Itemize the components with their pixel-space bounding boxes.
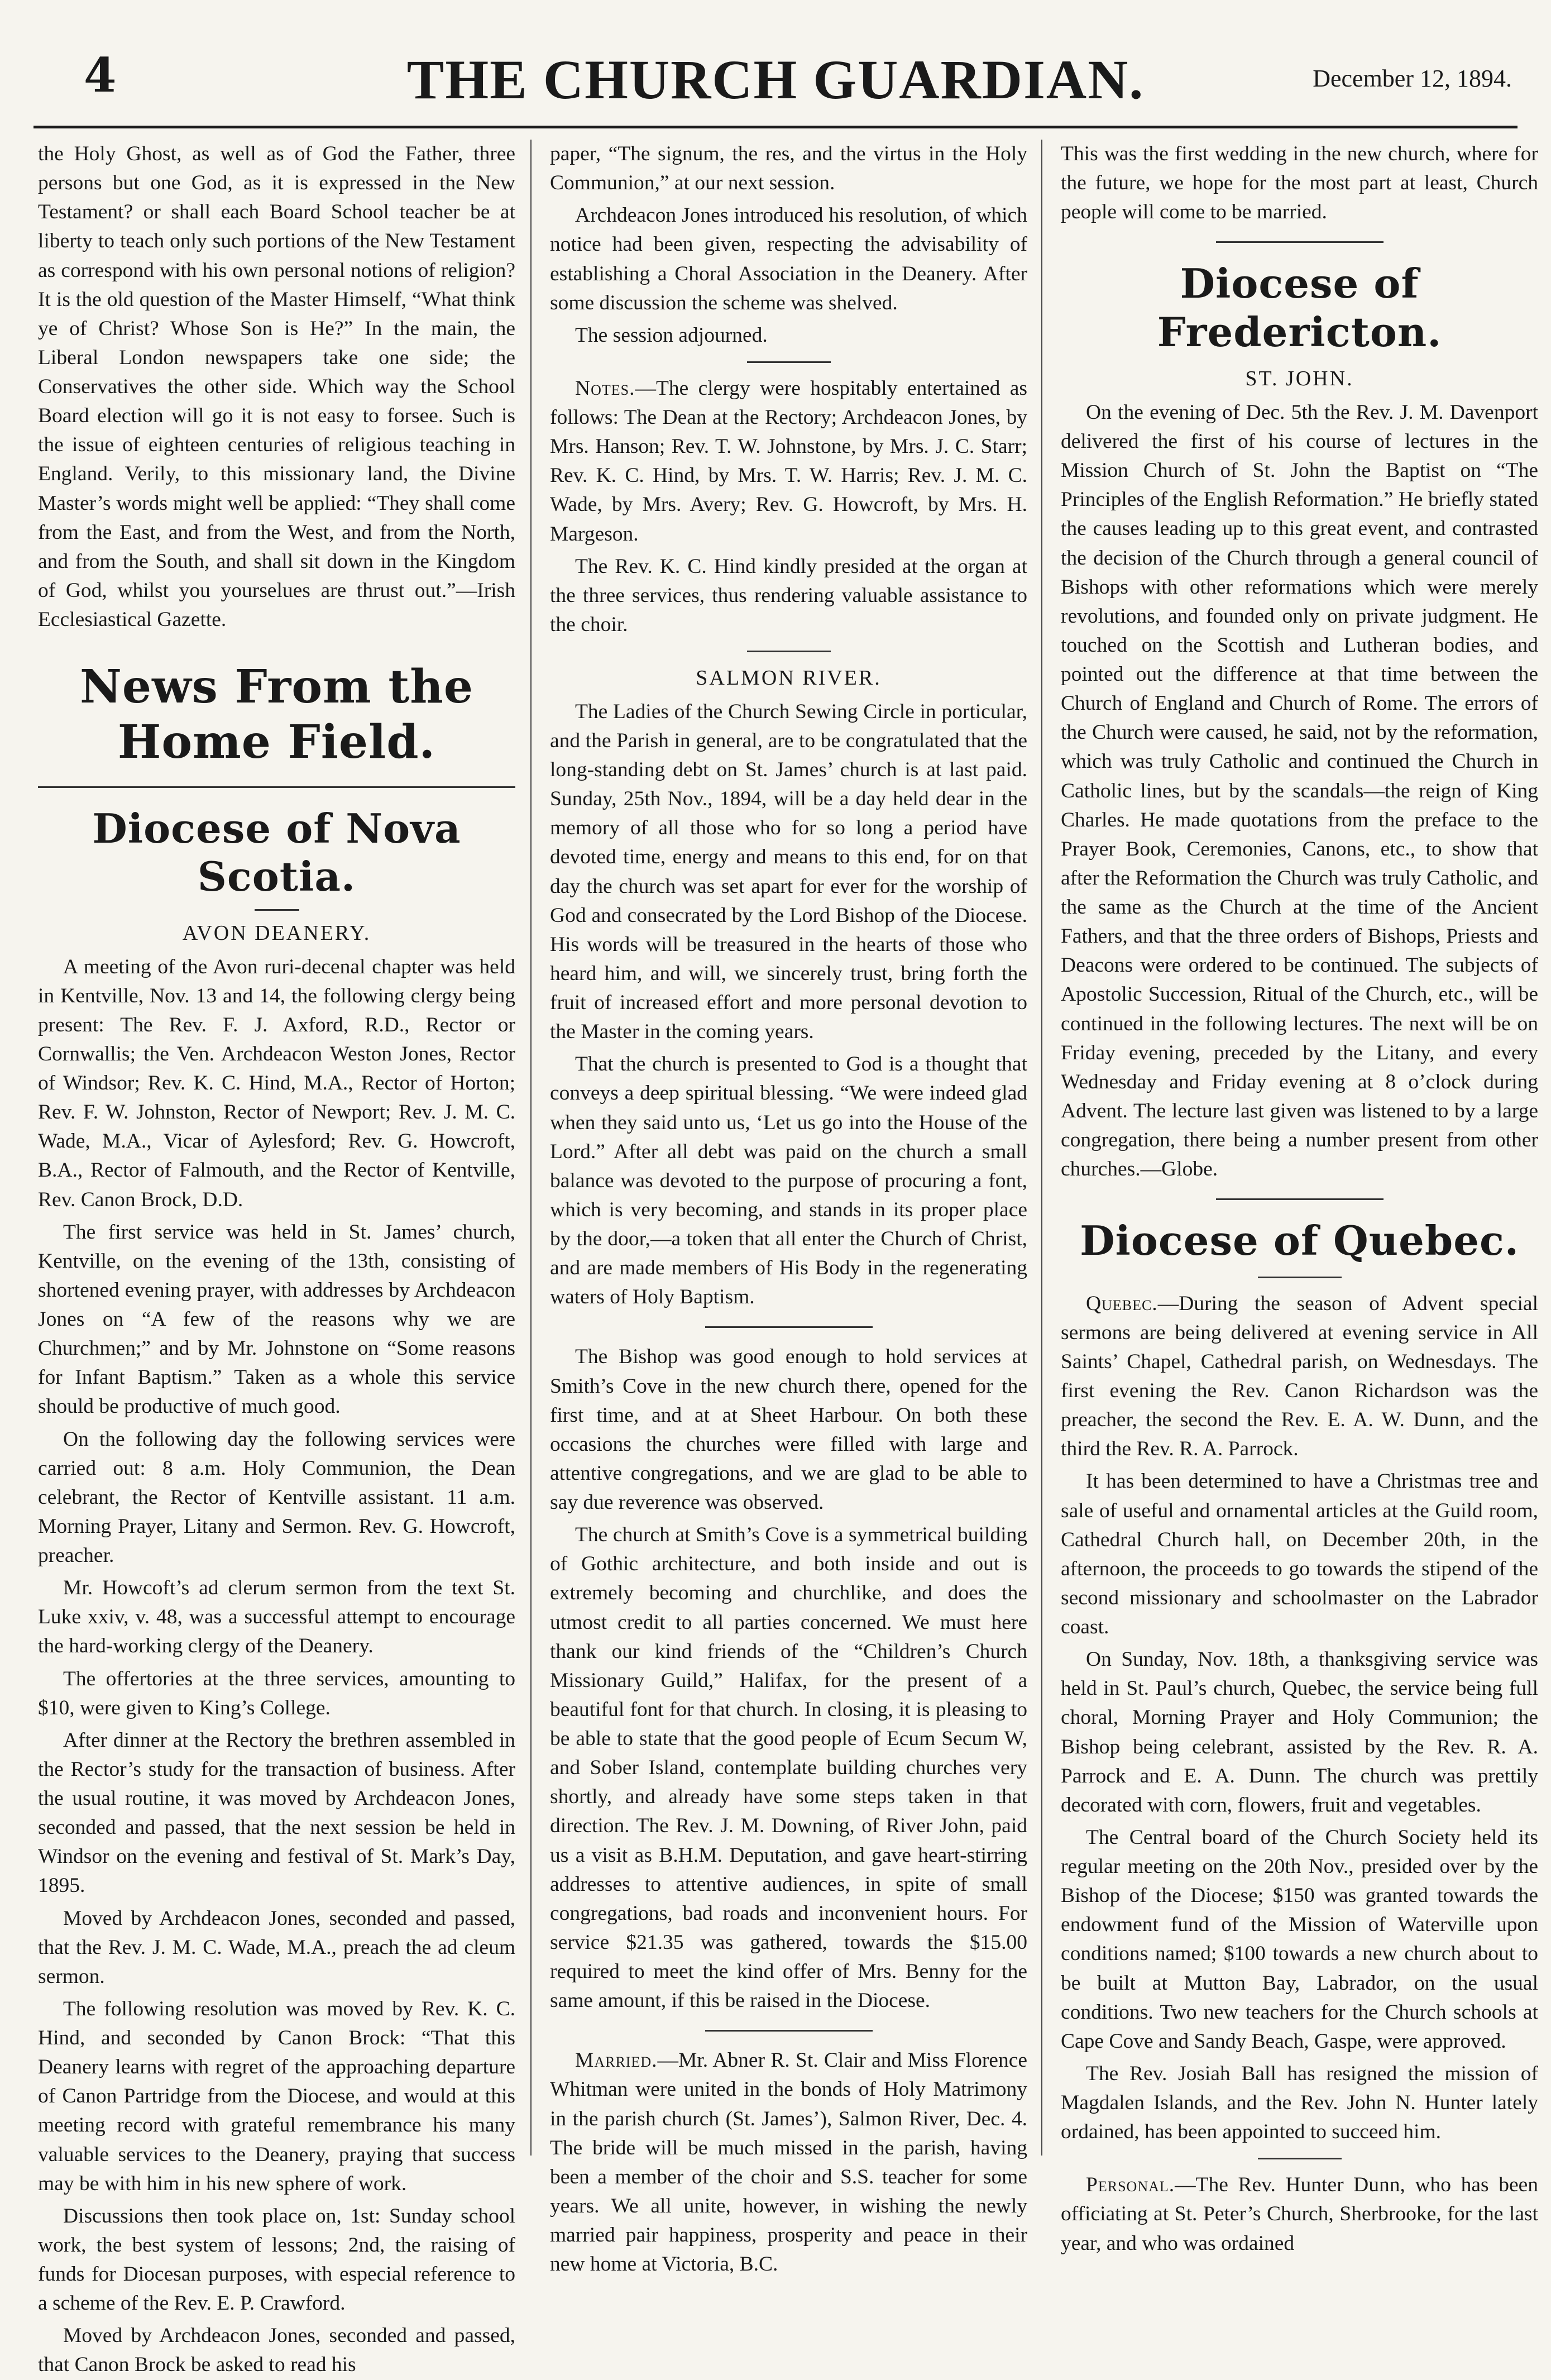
article-paragraph: The offertories at the three services, amounting to $10, were given to King’s College.: [38, 1667, 515, 1719]
article-paragraph: [550, 374, 1027, 549]
notes-label: Notes.: [575, 376, 635, 400]
personal-text: —The Rev. Hunter Dunn, who has been officiating at St. Peter’s Church, Sherbrooke, for the last year, and who was ordained: [1061, 2173, 1538, 2255]
article-paragraph: A meeting of the Avon ruri-decenal chapter was held in Kentville, Nov. 13 and 14, the following clergy being present: The Rev. F. J. Axford, R.D., Rector or Cornwallis; the Ven. Archdeacon Weston Jones, Rector of Windsor; Rev. K. C. Hind, M.A., Rector of Horton; Rev. F. W. Johnston, Rector of Newport; Rev. J. M. C. Wade, M.A., Vicar of Aylesford; Rev. G. Howcroft, B.A., Rector of Falmouth, and the Rector of Kentville, Rev. Canon Brock, D.D.: [38, 955, 515, 1211]
article-paragraph: Moved by Archdeacon Jones, seconded and passed, that Canon Brock be asked to read his: [38, 2324, 515, 2377]
divider: [705, 1326, 873, 1328]
diocese-heading: Diocese of Nova Scotia.: [92, 804, 461, 901]
divider: [1216, 1198, 1384, 1200]
divider: [1216, 241, 1384, 243]
divider: [747, 361, 831, 363]
newspaper-title: THE CHURCH GUARDIAN.: [406, 49, 1145, 111]
article-paragraph: Discussions then took place on, 1st: Sunday school work, the best system of lessons; 2nd, the raising of funds for Diocesan purposes, with especial reference to a scheme of the Rev. E. P. Crawford.: [38, 2204, 515, 2315]
article-paragraph: [550, 2046, 1027, 2279]
personal-label: Personal.: [1086, 2173, 1175, 2197]
column-divider: [1041, 140, 1042, 2156]
divider: [38, 786, 515, 788]
quebec-label: Quebec.: [1086, 1292, 1158, 1315]
article-paragraph: On Sunday, Nov. 18th, a thanksgiving service was held in St. Paul’s church, Quebec, the service being full choral, Morning Prayer and Holy Communion; the Bishop being celebrant, assisted by the Rev. R. A. Parrock and E. A. Dunn. The church was prettily decorated with corn, flowers, fruit and vegetables.: [1061, 1648, 1538, 1817]
article-paragraph: The Ladies of the Church Sewing Circle in porticular, and the Parish in general, are to be congratulated that the long-standing debt on St. James’ church is at last paid. Sunday, 25th Nov., 1894, will be a day held dear in the memory of all those who for so long a period have devoted time, energy and means to this end, for on that day the church was set apart for ever for the worship of God and consecrated by the Lord Bishop of the Diocese. His words will be treasured in the hearts of those who heard him, and will, we sincerely trust, bring forth the fruit of increased effort and more personal devotion to the Master in the coming years.: [550, 700, 1027, 1044]
divider: [255, 909, 299, 911]
column-divider: [530, 140, 532, 2156]
article-paragraph: [1061, 2171, 1538, 2258]
article-paragraph: The first service was held in St. James’ church, Kentville, on the evening of the 13th, consisting of shortened evening prayer, with addresses by Archdeacon Jones on “A few of the reasons why we are Churchmen;” and by Mr. Johnstone on “Some reasons for Infant Baptism.” Taken as a whole this service should be productive of much good.: [38, 1220, 515, 1418]
quebec-text: —During the season of Advent special sermons are being delivered at evening service in All Saints’ Chapel, Cathedral parish, on Wednesdays. The first evening the Rev. Canon Richardson was the preacher, the second the Rev. E. A. W. Dunn, and the third the Rev. R. A. Parrock.: [1061, 1292, 1538, 1461]
masthead: [33, 17, 1518, 128]
article-paragraph: The following resolution was moved by Rev. K. C. Hind, and seconded by Canon Brock: “That this Deanery learns with regret of the approaching departure of Canon Partridge from the Diocese, and would at this meeting record with grateful remembrance his many valuable services to the Deanery, praying that success may be with him in his new sphere of work.: [38, 1997, 515, 2195]
divider: [705, 2030, 873, 2032]
article-paragraph: On the evening of Dec. 5th the Rev. J. M. Davenport delivered the first of his course of lectures in the Mission Church of St. John the Baptist on “The Principles of the English Reformation.” He briefly stated the causes leading up to this great event, and contrasted the decision of the Church through a general council of Bishops with other reformations which were merely revolutions, and founded only on private judgment. He touched on the Scottish and Lutheran bodies, and pointed out the difference at that time between the Church of England and Church of Rome. The errors of the Church were caused, he said, not by the reformation, which was truly Catholic and continued the Church in Catholic lines, but by the scandals—the reign of King Charles. He made quotations from the preface to the Prayer Book, Ceremonies, Canons, etc., to show that after the Reformation the Church was truly Catholic, and the same as the Church at the time of the Ancient Fathers, and that the three orders of Bishops, Priests and Deacons were ordered to be continued. The subjects of Apostolic Succession, Ritual of the Church, etc., will be continued in the following lectures. The next will be on Friday evening, preceded by the Litany, and every Wednesday and Friday evening at 8 o’clock during Advent. The lecture last given was listened to by a large congregation, there being a number present from other churches.—Globe.: [1061, 400, 1538, 1181]
page-number: 4: [84, 47, 117, 103]
article-paragraph: Archdeacon Jones introduced his resolution, of which notice had been given, respecting the advisability of establishing a Choral Association in the Deanery. After some discussion the scheme was shelved.: [550, 204, 1027, 314]
divider: [1258, 2158, 1342, 2159]
article-paragraph: That the church is presented to God is a thought that conveys a deep spiritual blessing. “We were indeed glad when they said unto us, ‘Let us go into the House of the Lord.” After all debt was paid on the church a small balance was devoted to the purpose of procuring a font, which is very becoming, and stands in its proper place by the door,—a token that all enter the Church of Christ, and are made members of His Body in the regenerating waters of Holy Baptism.: [550, 1053, 1027, 1309]
subheading: AVON DEANERY.: [182, 921, 371, 945]
article-paragraph: the Holy Ghost, as well as of God the Father, three persons but one God, as it is expressed in the New Testament? or shall each Board School teacher be at liberty to teach only such portions of the New Testament as correspond with his own personal notions of religion? It is the old question of the Master Himself, “What think ye of Christ? Whose Son is He?” In the main, the Liberal London newspapers take one side; the Conservatives the other side. Which way the School Board election will go it is not easy to forsee. Such is the issue of eighteen centuries of religious teaching in England. Verily, to this missionary land, the Divine Master’s words might well be applied: “They shall come from the East, and from the West, and from the North, and from the South, and shall sit down in the Kingdom of God, whilst you yourselues are thrust out.”—Irish Ecclesiastical Gazette.: [38, 142, 515, 631]
article-paragraph: The Central board of the Church Society held its regular meeting on the 20th Nov., presided over by the Bishop of the Diocese; $150 was granted towards the endowment fund of the Mission of Waterville upon conditions named; $100 towards a new church about to be built at Mutton Bay, Labrador, on the usual conditions. Two new teachers for the Church schools at Cape Cove and Sandy Beach, Gaspe, were approved.: [1061, 1825, 1538, 2053]
article-paragraph: paper, “The signum, the res, and the virtus in the Holy Communion,” at our next session.: [550, 142, 1027, 195]
article-paragraph: After dinner at the Rectory the brethren assembled in the Rector’s study for the transaction of business. After the usual routine, it was moved by Archdeacon Jones, seconded and passed, that the next session be held in Windsor on the evening and festival of St. Mark’s Day, 1895.: [38, 1728, 515, 1898]
married-text: —Mr. Abner R. St. Clair and Miss Florence Whitman were united in the bonds of Holy Matrimony in the parish church (St. James’), Salmon River, Dec. 4. The bride will be much missed in the parish, having been a member of the choir and S.S. teacher for some years. We all unite, however, in wishing the newly married pair happiness, prosperity and peace in their new home at Victoria, B.C.: [550, 2049, 1027, 2276]
article-paragraph: The Bishop was good enough to hold services at Smith’s Cove in the new church there, opened for the first time, and at at Sheet Harbour. On both these occasions the churches were filled with large and attentive congregations, and we are glad to be able to say due reverence was observed.: [550, 1345, 1027, 1514]
diocese-heading: Diocese of Quebec.: [1080, 1217, 1519, 1265]
subheading: ST. JOHN.: [1245, 367, 1354, 391]
subheading: SALMON RIVER.: [696, 666, 882, 690]
article-paragraph: The Rev. K. C. Hind kindly presided at the organ at the three services, thus rendering valuable assistance to the choir.: [550, 555, 1027, 636]
diocese-heading: Diocese of Fredericton.: [1157, 260, 1442, 356]
article-paragraph: This was the first wedding in the new church, where for the future, we hope for the most part at least, Church people will come to be married.: [1061, 142, 1538, 224]
article-paragraph: Mr. Howcoft’s ad clerum sermon from the text St. Luke xxiv, v. 48, was a successful attempt to encourage the hard-working clergy of the Deanery.: [38, 1576, 515, 1658]
article-paragraph: Moved by Archdeacon Jones, seconded and passed, that the Rev. J. M. C. Wade, M.A., preach the ad cleum sermon.: [38, 1906, 515, 1988]
column-1: [38, 140, 515, 2377]
notes-text: —The clergy were hospitably entertained as follows: The Dean at the Rectory; Archdeacon Jones, by Mrs. Hanson; Rev. T. W. Johnstone, by Mrs. J. C. Starr; Rev. K. C. Hind, by Mrs. T. W. Harris; Rev. J. M. C. Wade, by Mrs. Avery; Rev. G. Howcroft, by Mrs. H. Margeson.: [550, 376, 1027, 546]
issue-date: December 12, 1894.: [1313, 65, 1512, 92]
article-paragraph: The church at Smith’s Cove is a symmetrical building of Gothic architecture, and both inside and out is extremely becoming and churchlike, and does the utmost credit to all parties concerned. We must here thank our kind friends of the “Children’s Church Missionary Guild,” Halifax, for the present of a beautiful font for that church. In closing, it is pleasing to be able to state that the good people of Ecum Secum W, and Sober Island, contemplate building churches very shortly, and already have some steps taken in that direction. The Rev. J. M. Downing, of River John, paid us a visit as B.H.M. Deputation, and gave heart-stirring addresses to attentive audiences, in spite of small congregations, bad roads and inconvenient hours. For service $21.35 was gathered, towards the $15.00 required to meet the kind offer of Mrs. Benny for the same amount, if this be raised in the Diocese.: [550, 1523, 1027, 2013]
article-paragraph: [1061, 1289, 1538, 1464]
article-paragraph: The Rev. Josiah Ball has resigned the mission of Magdalen Islands, and the Rev. John N. Hunter lately ordained, has been appointed to succeed him.: [1061, 2062, 1538, 2144]
article-paragraph: It has been determined to have a Christmas tree and sale of useful and ornamental articles at the Guild room, Cathedral Church hall, on December 20th, in the afternoon, the proceeds to go towards the stipend of the second missionary and schoolmaster on the Labrador coast.: [1061, 1470, 1538, 1639]
column-3: [1061, 140, 1538, 2255]
section-heading: News From the Home Field.: [79, 660, 474, 769]
article-paragraph: The session adjourned.: [575, 323, 768, 347]
divider: [1258, 1277, 1342, 1278]
married-label: Married.: [575, 2049, 658, 2072]
column-2: [550, 140, 1027, 2276]
article-paragraph: On the following day the following services were carried out: 8 a.m. Holy Communion, the Dean celebrant, the Rector of Kentville assistant. 11 a.m. Morning Prayer, Litany and Sermon. Rev. G. Howcroft, preacher.: [38, 1427, 515, 1567]
divider: [747, 651, 831, 652]
